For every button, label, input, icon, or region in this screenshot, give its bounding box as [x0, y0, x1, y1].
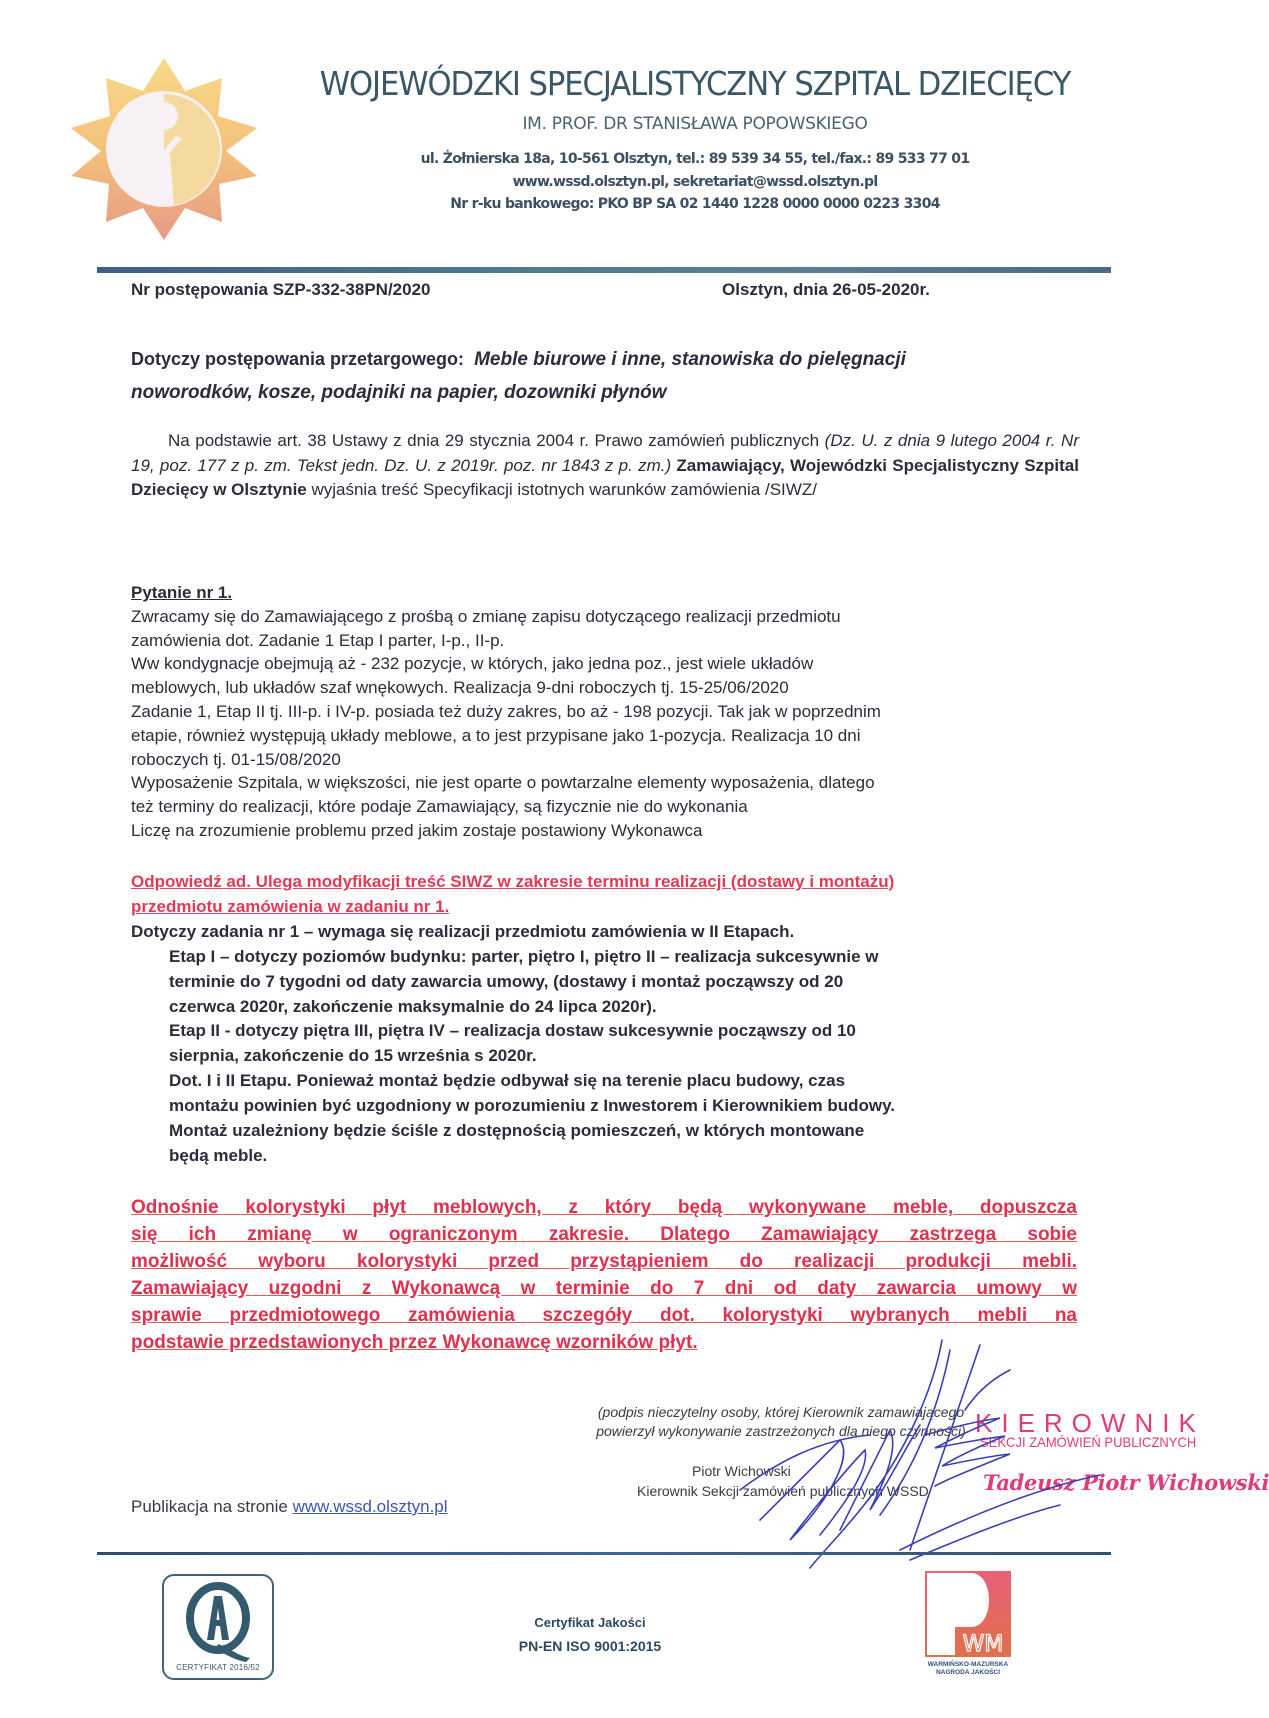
question-title: Pytanie nr 1. — [131, 583, 233, 602]
question-line: Ww kondygnacje obejmują aż - 232 pozycje, w których, jako jedna poz., jest wiele układów — [131, 654, 814, 674]
hospital-sun-logo-icon — [68, 56, 260, 242]
colour-note-line: możliwość wyboru kolorystyki przed przystąpieniem do realizacji produkcji mebli. — [131, 1251, 1077, 1272]
question-line: Liczę na zrozumienie problemu przed jakim zostaje postawiony Wykonawca — [131, 820, 703, 840]
legal-citation: (Dz. U. z dnia 9 lutego 2004 r. Nr 19, poz. 177 z p. zm. Tekst jedn. Dz. U. z 2019r. poz. nr 1843 z p. zm.) — [131, 431, 1079, 475]
colour-note-line: Zamawiający uzgodni z Wykonawcą w terminie do 7 dni od daty zawarcia umowy w — [131, 1278, 1077, 1299]
answer-stage-line: terminie do 7 tygodni od daty zawarcia umowy, (dostawy i montaż począwszy od 20 — [169, 971, 844, 991]
qa-badge-caption: CERTYFIKAT 2016/52 — [176, 1663, 260, 1672]
certificate-title: Certyfikat Jakości — [534, 1615, 646, 1630]
question-line: Wyposażenie Szpitala, w większości, nie jest oparte o powtarzalne elementy wyposażenia, dlatego — [131, 773, 875, 793]
stamp-name: Tadeusz Piotr Wichowski — [983, 1470, 1269, 1495]
colour-note-block — [131, 1194, 1077, 1356]
colour-note-line: Odnośnie kolorystyki płyt meblowych, z który będą wykonywane meble, dopuszcza — [131, 1197, 1077, 1218]
answer-stage-line: Etap I – dotyczy poziomów budynku: parter, piętro I, piętro II – realizacja sukcesywnie w — [169, 946, 879, 966]
header-divider — [97, 267, 1111, 273]
legal-party: Zamawiający, Wojewódzki Specjalistyczny Szpital Dziecięcy w Olsztynie — [131, 455, 1079, 499]
certificate-standard: PN-EN ISO 9001:2015 — [518, 1638, 662, 1654]
signatory-role: Kierownik Sekcji zamówień publicznych WSSD — [637, 1483, 929, 1499]
colour-note-line: sprawie przedmiotowego zamówienia szczegóły dot. kolorystyki wybranych mebli na — [131, 1305, 1077, 1326]
question-block — [131, 581, 1091, 843]
signature-note-line1: (podpis nieczytelny osoby, której Kierownik zamawiającego — [597, 1404, 965, 1420]
stamp-title: KIEROWNIK — [975, 1408, 1205, 1438]
answer-stage-line: Montaż uzależniony będzie ściśle z dostępnością pomieszczeń, w których montowane — [169, 1121, 865, 1141]
question-line: Zwracamy się do Zamawiającego z prośbą o zmianę zapisu dotyczącego realizacji przedmiotu — [131, 606, 841, 626]
answer-block — [131, 870, 1091, 1169]
wm-quality-award-logo-icon — [925, 1571, 1011, 1657]
colour-note-line: podstawie przedstawionych przez Wykonawcę wzorników płyt. — [131, 1332, 698, 1353]
publication-label: Publikacja na stronie — [131, 1497, 293, 1516]
question-line: zamówienia dot. Zadanie 1 Etap I parter, I-p., II-p. — [131, 630, 505, 650]
question-line: etapie, również występują układy meblowe, a to jest przypisane jako 1-pozycja. Realizacja 10 dni — [131, 725, 861, 745]
question-line: meblowych, lub układów szaf wnękowych. Realizacja 9-dni roboczych tj. 15-25/06/2020 — [131, 678, 789, 698]
subject-block — [131, 343, 1091, 409]
subject-lead: Dotyczy postępowania przetargowego: — [131, 349, 465, 369]
wm-caption-line1: WARMIŃSKO-MAZURSKA — [927, 1661, 1009, 1668]
wm-award-caption — [900, 1661, 1036, 1677]
institution-name: WOJEWÓDZKI SPECJALISTYCZNY SZPITAL DZIECIĘCY — [319, 64, 1071, 103]
question-line: roboczych tj. 01-15/08/2020 — [131, 749, 341, 769]
colour-note-line: się ich zmianę w ograniczonym zakresie. Dlatego Zamawiający zastrzega sobie — [131, 1224, 1077, 1245]
signature-note-line2: powierzył wykonywanie zastrzeżonych dla niego czynności) — [596, 1423, 966, 1439]
subject-value-line2: noworodków, kosze, podajniki na papier, dozowniki płynów — [131, 382, 667, 403]
publication-link[interactable]: www.wssd.olsztyn.pl — [292, 1497, 448, 1516]
answer-stage-line: Etap II - dotyczy piętra III, piętra IV – realizacja dostaw sukcesywnie począwszy od 10 — [169, 1021, 856, 1041]
wm-logo-text: WM — [962, 1632, 1004, 1657]
answer-stage-line: montażu powinien być uzgodniony w porozumieniu z Inwestorem i Kierownikiem budowy. — [169, 1096, 896, 1116]
publication-line — [131, 1497, 448, 1517]
question-line: też terminy do realizacji, które podaje Zamawiający, są fizycznie nie do wykonania — [131, 797, 748, 817]
answer-stage-line: czerwca 2020r, zakończenie maksymalnie do 24 lipca 2020r). — [169, 996, 657, 1016]
place-and-date: Olsztyn, dnia 26-05-2020r. — [722, 280, 930, 299]
legal-intro: Na podstawie art. 38 Ustawy z dnia 29 stycznia 2004 r. Prawo zamówień publicznych — [168, 431, 825, 450]
subject-value-line1: Meble biurowe i inne, stanowiska do pielęgnacji — [474, 349, 906, 370]
institution-web-email: www.wssd.olsztyn.pl, sekretariat@wssd.olsztyn.pl — [512, 174, 878, 190]
signatory-name: Piotr Wichowski — [692, 1463, 791, 1479]
answer-heading-line: Odpowiedź ad. Ulega modyfikacji treść SIWZ w zakresie terminu realizacji (dostawy i montażu) — [131, 872, 895, 891]
stamp-subtitle: SEKCJI ZAMÓWIEŃ PUBLICZNYCH — [980, 1434, 1197, 1450]
quality-certificate-badge — [162, 1574, 274, 1680]
institution-patron: IM. PROF. DR STANISŁAWA POPOWSKIEGO — [522, 114, 868, 134]
signature-note — [556, 1403, 1006, 1441]
answer-stage-line: będą meble. — [169, 1145, 268, 1165]
answer-stage-line: sierpnia, zakończenie do 15 września s 2020r. — [169, 1046, 537, 1066]
legal-closing: wyjaśnia treść Specyfikacji istotnych warunków zamówienia /SIWZ/ — [306, 480, 817, 499]
footer-divider — [97, 1552, 1111, 1555]
qa-logo-icon — [180, 1582, 256, 1662]
procedure-number: Nr postępowania SZP-332-38PN/2020 — [131, 280, 431, 299]
answer-heading-line: przedmiotu zamówienia w zadaniu nr 1. — [131, 896, 450, 916]
handwritten-signature-icon — [760, 1340, 1200, 1570]
legal-basis-paragraph — [131, 429, 1079, 503]
wm-caption-line2: NAGRODA JAKOŚCI — [935, 1669, 1001, 1676]
question-line: Zadanie 1, Etap II tj. III-p. i IV-p. posiada też duży zakres, bo aż - 198 pozycji. Tak jak w poprzednim — [131, 701, 881, 721]
answer-stage-line: Dot. I i II Etapu. Ponieważ montaż będzie odbywał się na terenie placu budowy, czas — [169, 1071, 846, 1091]
answer-scope: Dotyczy zadania nr 1 – wymaga się realizacji przedmiotu zamówienia w II Etapach. — [131, 921, 795, 941]
institution-bank-account: Nr r-ku bankowego: PKO BP SA 02 1440 1228 0000 0000 0223 3304 — [450, 196, 940, 212]
institution-address: ul. Żołnierska 18a, 10-561 Olsztyn, tel.: 89 539 34 55, tel./fax.: 89 533 77 01 — [420, 151, 970, 167]
